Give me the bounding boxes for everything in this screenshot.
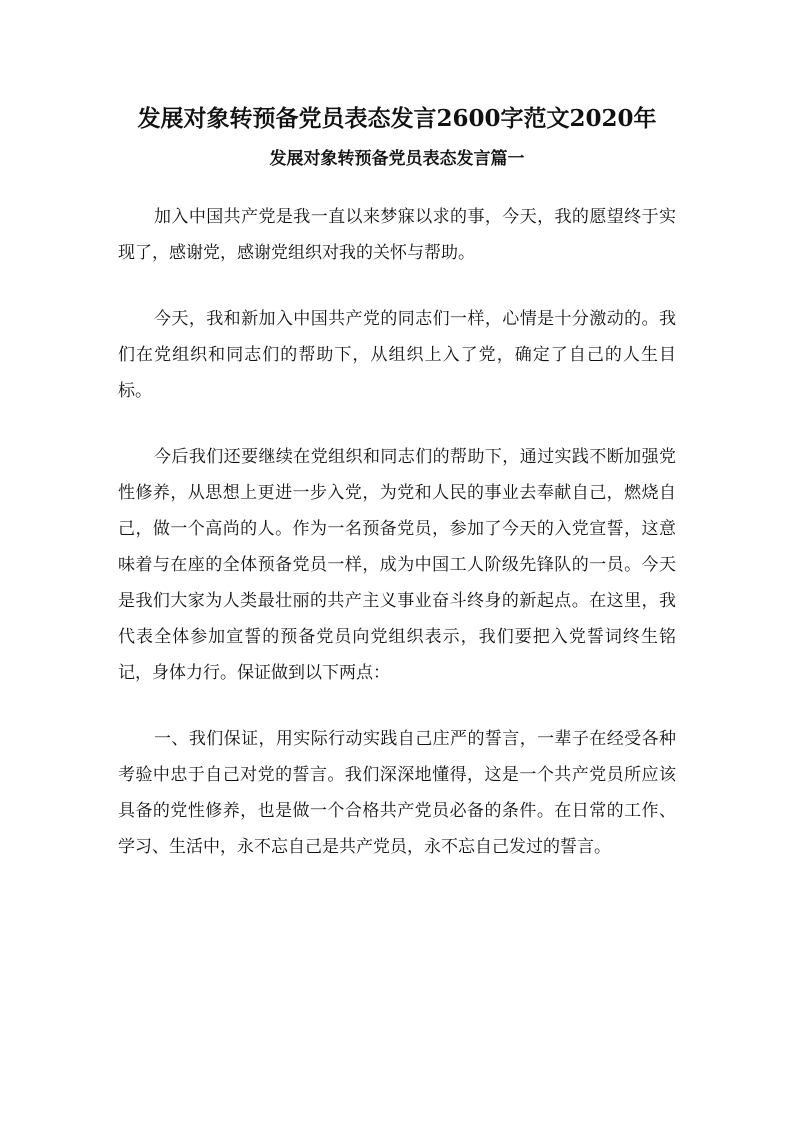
paragraph-1: 加入中国共产党是我一直以来梦寐以求的事，今天，我的愿望终于实现了，感谢党，感谢党组织对我的关怀与帮助。: [118, 207, 676, 263]
document-body: [118, 199, 676, 895]
paragraph-3: 今后我们还要继续在党组织和同志们的帮助下，通过实践不断加强党性修养，从思想上更进一步入党，为党和人民的事业去奉献自己，燃烧自己，做一个高尚的人。作为一名预备党员，参加了今天的入党宣誓，这意味着与在座的全体预备党员一样，成为中国工人阶级先锋队的一员。今天是我们大家为人类最壮丽的共产主义事业奋斗终身的新起点。在这里，我代表全体参加宣誓的预备党员向党组织表示，我们要把入党誓词终生铭记，身体力行。保证做到以下两点：: [118, 447, 676, 683]
section-heading: 发展对象转预备党员表态发言篇一: [269, 149, 525, 169]
paragraph-4: 一、我们保证，用实际行动实践自己庄严的誓言，一辈子在经受各种考验中忠于自己对党的誓言。我们深深地懂得，这是一个共产党员所应该具备的党性修养，也是做一个合格共产党员必备的条件。在日常的工作、学习、生活中，永不忘自己是共产党员，永不忘自己发过的誓言。: [118, 729, 676, 857]
document-title: 发展对象转预备党员表态发言2600字范文2020年: [137, 105, 657, 132]
paragraph-2: 今天，我和新加入中国共产党的同志们一样，心情是十分激动的。我们在党组织和同志们的帮助下，从组织上入了党，确定了自己的人生目标。: [118, 309, 676, 401]
